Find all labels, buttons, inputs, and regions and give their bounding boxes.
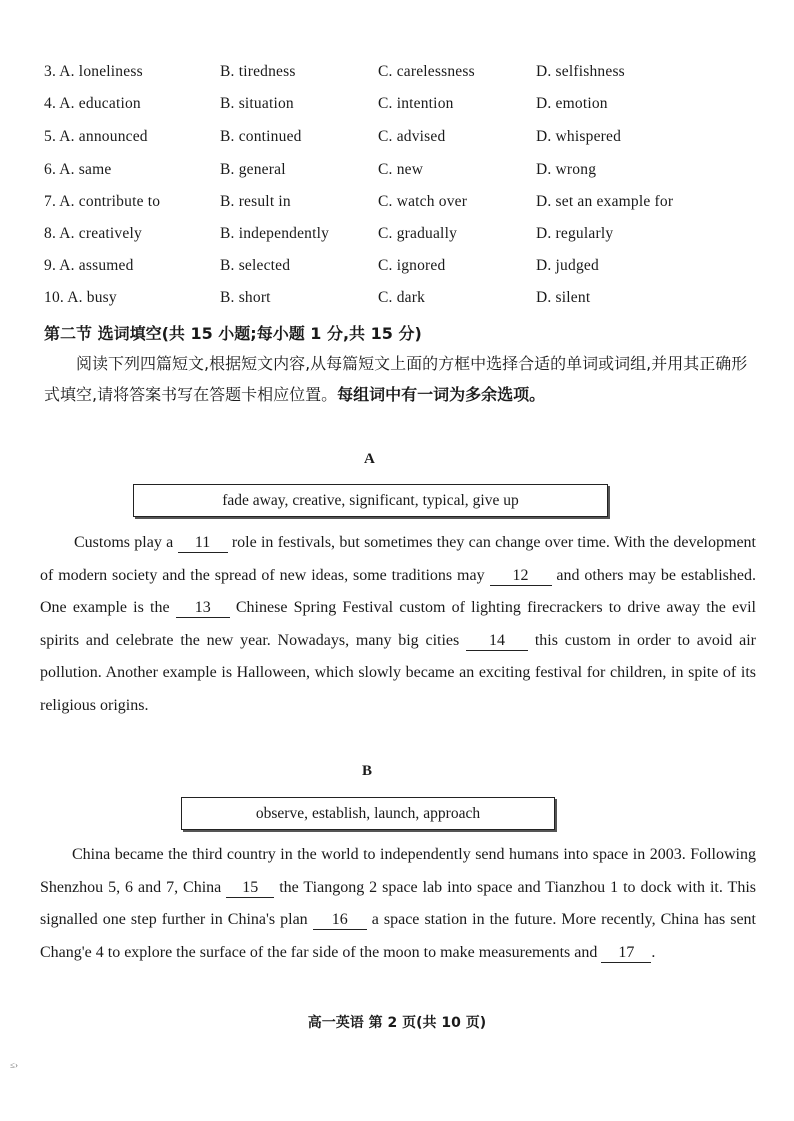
passage-b-letter: B (362, 763, 373, 779)
instruction-bold-note: 每组词中有一词为多余选项。 (337, 385, 546, 404)
option-b: B. situation (220, 95, 294, 112)
passage-text: this custom in order to avoid air pollution. Another example is Halloween, which slowly became an exciting festival for children, in spite of its religious origins. (40, 631, 757, 714)
passage-text: . (651, 943, 656, 961)
question-number (44, 193, 160, 211)
qnum: 4. (44, 95, 57, 112)
option-a: A. assumed (59, 257, 134, 274)
word-option: observe, (255, 804, 308, 822)
option-c: C. watch over (378, 193, 468, 210)
instruction-text: 阅读下列四篇短文,根据短文内容,从每篇短文上面的方框中选择合适的单词或词组,并用其正确形式填空,请将答案书写在答题卡相应位置。 (44, 354, 748, 404)
blank-12[interactable]: 12 (490, 567, 552, 586)
option-a: A. busy (67, 289, 117, 306)
option-a: A. announced (59, 128, 148, 145)
option-d: D. silent (536, 289, 591, 306)
blank-13[interactable]: 13 (176, 599, 230, 618)
question-number (44, 161, 111, 179)
passage-text: Customs play a (74, 534, 178, 551)
question-number (44, 95, 141, 113)
passage-a-word-box (133, 484, 608, 517)
word-option: give up (472, 491, 519, 509)
option-b: B. short (220, 289, 271, 306)
qnum: 10. (44, 289, 64, 306)
option-d: D. selfishness (536, 63, 625, 80)
blank-14[interactable]: 14 (466, 632, 528, 651)
option-d: D. set an example for (536, 193, 674, 210)
passage-text: the Tiangong 2 space lab into space and Tianzhou 1 to dock with it. This signalled one step further in China's plan (40, 878, 756, 928)
qnum: 5. (44, 128, 57, 145)
corner-mark: ≤› (10, 1060, 18, 1070)
question-number (44, 128, 148, 146)
option-c: C. carelessness (378, 63, 475, 80)
passage-text: China became the third country in the world to independently send humans into space in 2003. Following Shenzhou 5, 6 and 7, China (40, 846, 756, 896)
passage-text: Chinese Spring Festival custom of lighting firecrackers to drive away the evil spirits and celebrate the new year. Nowadays, many big cities (40, 599, 756, 649)
option-a: A. education (59, 95, 141, 112)
section-title: 第二节 选词填空(共 15 小题;每小题 1 分,共 15 分) (44, 324, 422, 343)
qnum: 8. (44, 225, 57, 242)
option-c: C. advised (378, 128, 446, 145)
qnum: 3. (44, 63, 57, 80)
option-d: D. emotion (536, 95, 608, 112)
word-option: launch, (374, 804, 420, 822)
option-b: B. continued (220, 128, 302, 145)
qnum: 6. (44, 161, 57, 178)
option-d: D. regularly (536, 225, 614, 242)
option-b: B. tiredness (220, 63, 296, 80)
blank-17[interactable]: 17 (601, 944, 651, 963)
passage-b-text (40, 839, 756, 969)
word-option: significant, (349, 491, 419, 509)
question-number (44, 225, 142, 243)
option-c: C. dark (378, 289, 426, 306)
option-c: C. ignored (378, 257, 446, 274)
option-b: B. general (220, 161, 286, 178)
passage-text: and others may be established. One example is the (40, 566, 757, 616)
passage-text: a space station in the future. More recently, China has sent Chang'e 4 to explore the surface of the far side of the moon to make measurements and (40, 911, 757, 961)
option-a: A. creatively (59, 225, 142, 242)
passage-a-text (40, 527, 756, 722)
option-d: D. wrong (536, 161, 597, 178)
option-b: B. selected (220, 257, 291, 274)
page-footer: 高一英语 第 2 页(共 10 页) (307, 1015, 487, 1031)
word-option: creative, (292, 491, 346, 509)
question-number (44, 257, 134, 275)
word-option: typical, (422, 491, 469, 509)
option-b: B. independently (220, 225, 330, 242)
blank-11[interactable]: 11 (178, 534, 228, 553)
option-c: C. gradually (378, 225, 458, 242)
word-option: establish, (311, 804, 371, 822)
option-b: B. result in (220, 193, 291, 210)
blank-16[interactable]: 16 (313, 911, 367, 930)
option-a: A. same (59, 161, 112, 178)
passage-text: role in festivals, but sometimes they can change over time. With the development of modern society and the spread of new ideas, some traditions may (40, 534, 756, 584)
blank-15[interactable]: 15 (226, 879, 274, 898)
qnum: 9. (44, 257, 57, 274)
question-number (44, 289, 117, 307)
option-a: A. contribute to (59, 193, 161, 210)
option-c: C. intention (378, 95, 454, 112)
passage-b-word-box (181, 797, 555, 830)
passage-a-letter: A (364, 451, 375, 467)
section-instructions (44, 348, 754, 410)
option-d: D. whispered (536, 128, 622, 145)
word-option: fade away, (222, 491, 289, 509)
qnum: 7. (44, 193, 57, 210)
option-d: D. judged (536, 257, 599, 274)
question-number (44, 63, 143, 81)
option-c: C. new (378, 161, 424, 178)
option-a: A. loneliness (59, 63, 143, 80)
word-option: approach (423, 804, 481, 822)
